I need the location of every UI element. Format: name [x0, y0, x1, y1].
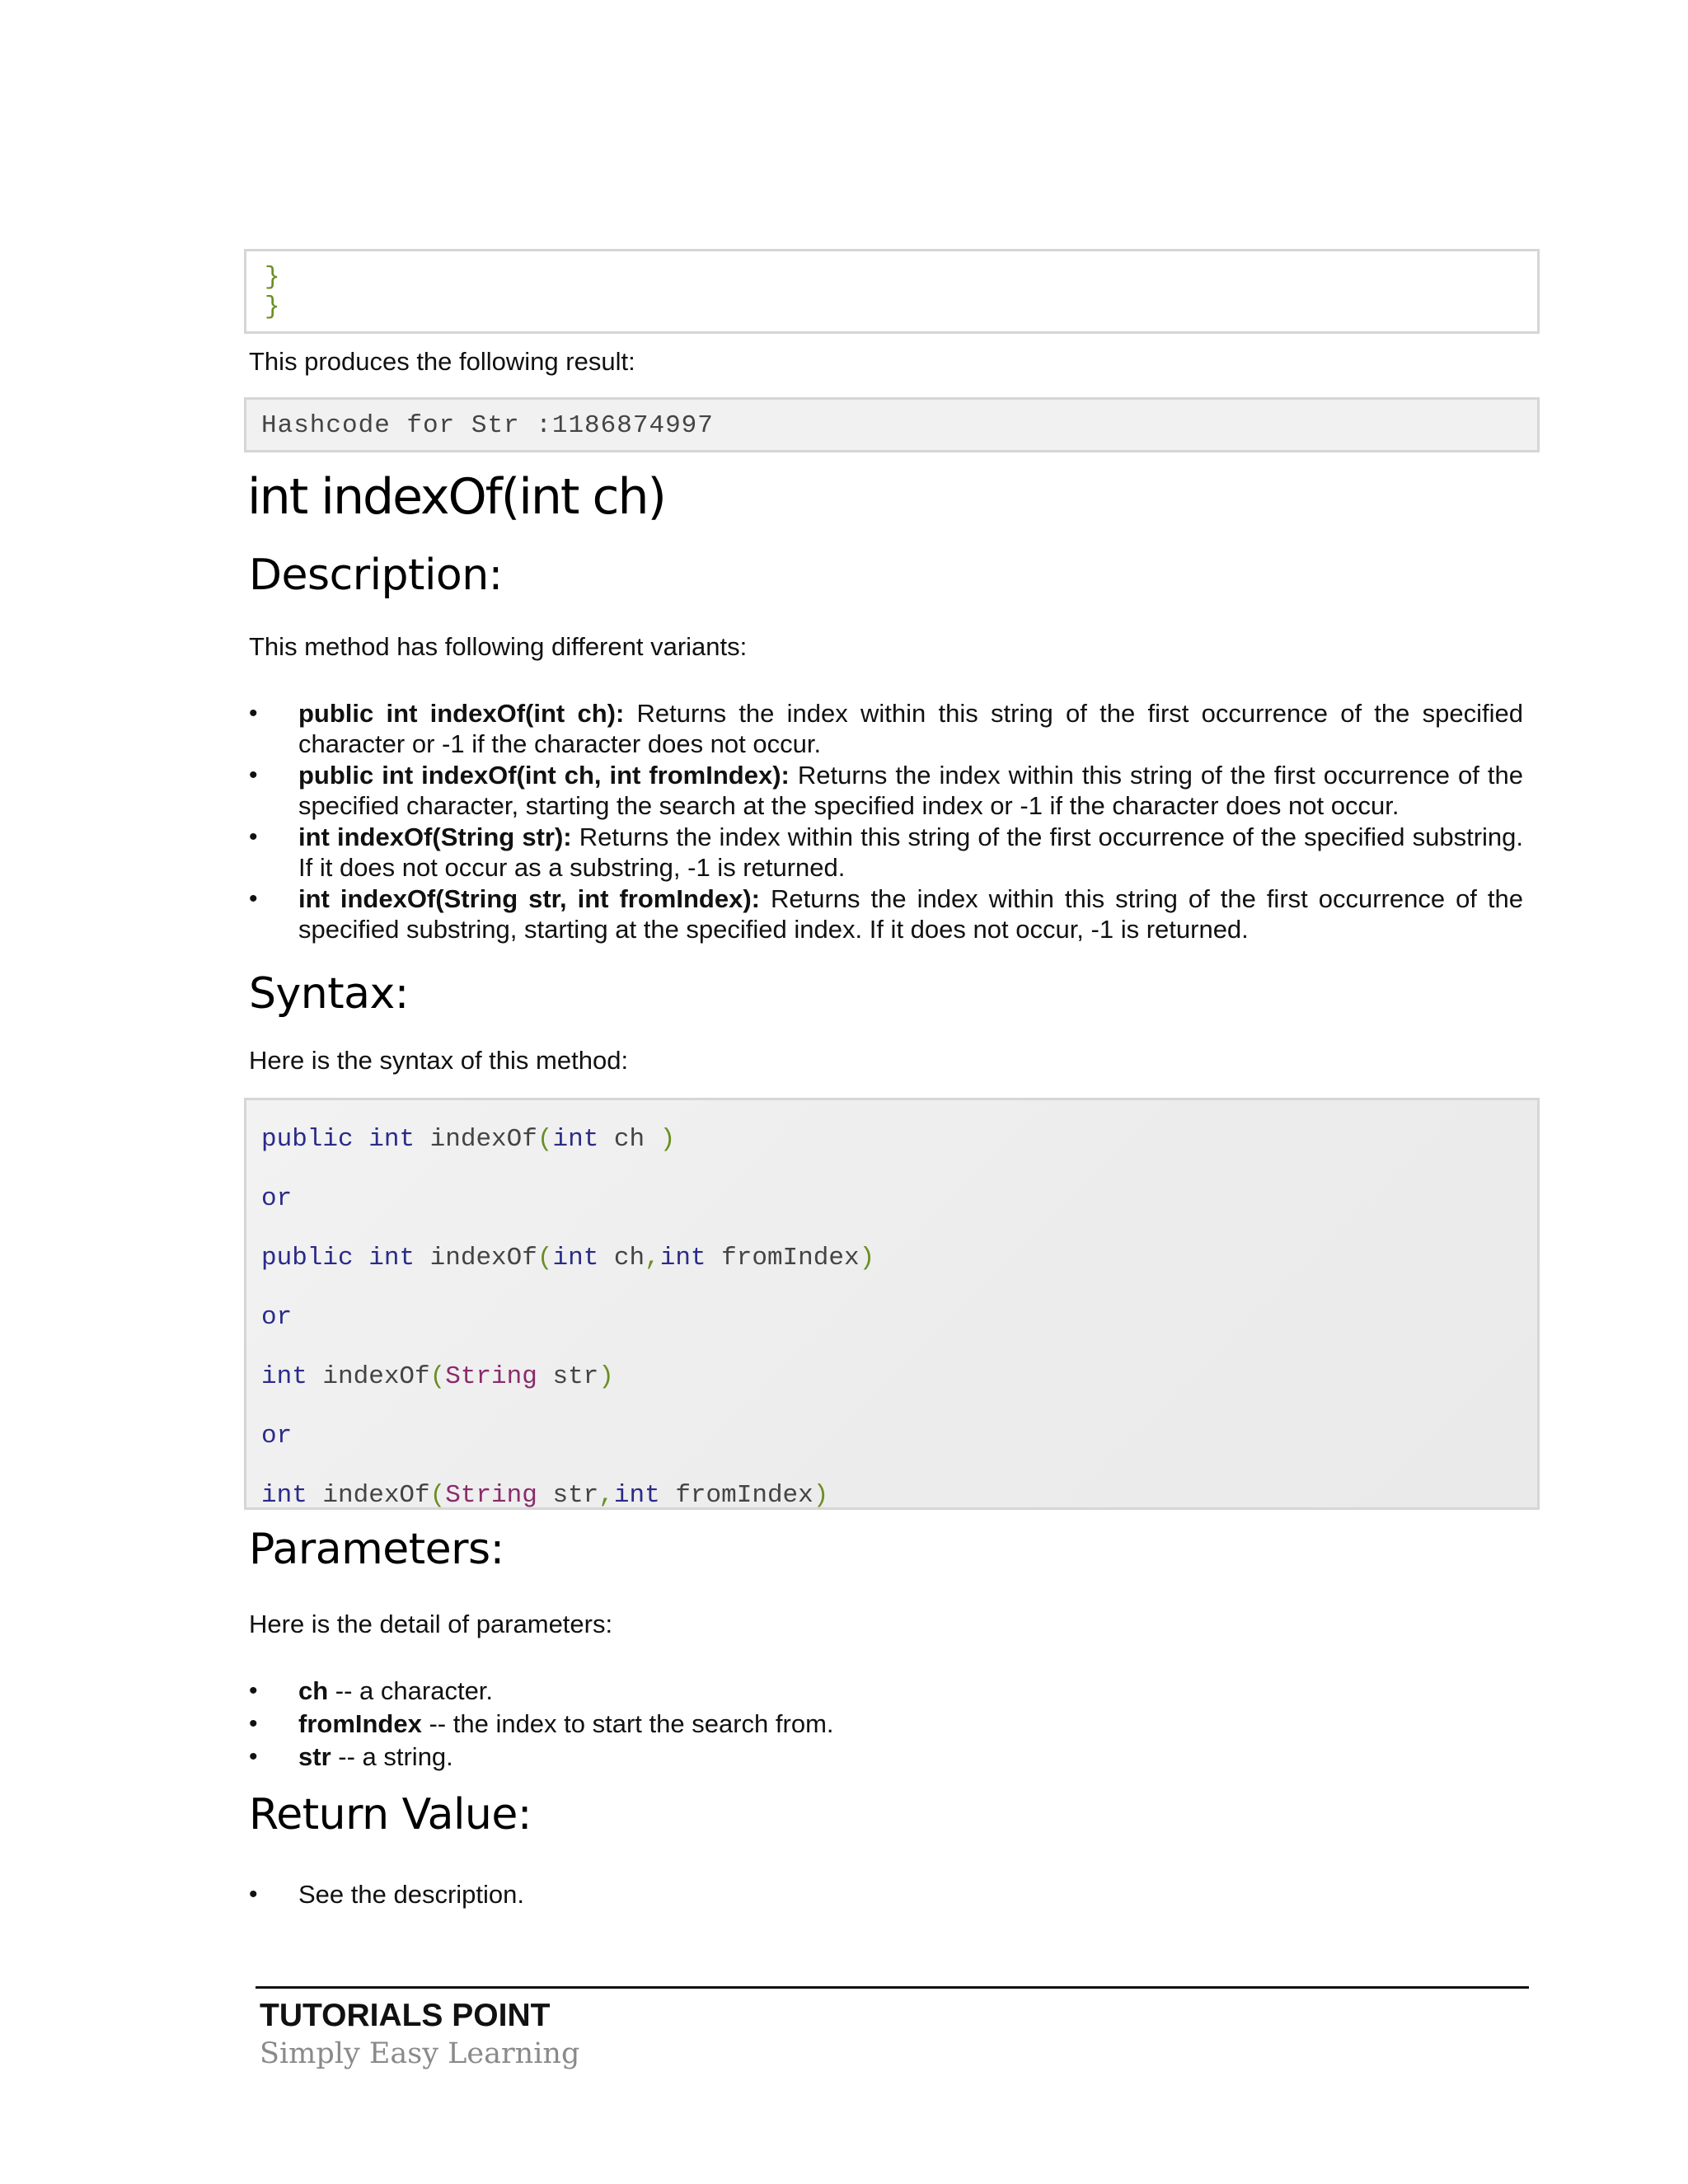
list-item — [249, 1879, 1523, 1910]
return-value-heading: Return Value: — [249, 1790, 532, 1840]
list-item — [249, 822, 1523, 883]
param-name: str — [298, 1742, 331, 1771]
code-line: public int indexOf(int ch ) — [261, 1125, 676, 1154]
param-text: -- a character. — [328, 1676, 494, 1705]
code-line: int indexOf(String str) — [261, 1362, 614, 1391]
list-item — [249, 698, 1523, 759]
return-value-list — [249, 1879, 1523, 1910]
description-intro: This method has following different variants: — [249, 632, 748, 661]
variant-text: Returns the index within this string of the first occurrence of the specified character or -1 if the character does not occur. — [298, 699, 1523, 758]
method-title: int indexOf(int ch) — [247, 468, 665, 526]
variant-signature: int indexOf(String str, int fromIndex): — [298, 884, 760, 913]
footer-brand: TUTORIALS POINT — [260, 1998, 551, 2033]
code-line: or — [261, 1422, 293, 1451]
footer-tagline: Simply Easy Learning — [260, 2037, 580, 2070]
list-item — [249, 883, 1523, 944]
variant-signature: public int indexOf(int ch): — [298, 699, 625, 728]
variant-text: Returns the index within this string of the first occurrence of the specified substring, starting at the specified index. If it does not occur, -1 is returned. — [298, 884, 1523, 944]
variant-text: Returns the index within this string of the first occurrence of the specified substring. If it does not occur as a substring, -1 is returned. — [298, 823, 1523, 882]
code-line: } — [265, 293, 280, 321]
parameters-intro: Here is the detail of parameters: — [249, 1610, 613, 1638]
code-line: or — [261, 1184, 293, 1213]
syntax-intro: Here is the syntax of this method: — [249, 1046, 629, 1075]
param-name: fromIndex — [298, 1709, 422, 1738]
description-heading: Description: — [249, 551, 503, 600]
list-item — [249, 760, 1523, 821]
result-output: Hashcode for Str :1186874997 — [261, 411, 714, 440]
code-line: public int indexOf(int ch,int fromIndex) — [261, 1244, 875, 1272]
code-line: or — [261, 1303, 293, 1332]
result-output-block — [244, 397, 1540, 452]
variant-signature: public int indexOf(int ch, int fromIndex): — [298, 761, 790, 790]
list-item — [249, 1675, 1523, 1706]
variant-signature: int indexOf(String str): — [298, 823, 572, 851]
parameters-list — [249, 1675, 1523, 1774]
syntax-heading: Syntax: — [249, 969, 409, 1019]
result-intro: This produces the following result: — [249, 347, 635, 376]
footer-divider — [256, 1986, 1529, 1989]
variant-text: Returns the index within this string of the first occurrence of the specified character, starting the search at the specified index or -1 if the character does not occur. — [298, 761, 1523, 820]
parameters-heading: Parameters: — [249, 1525, 504, 1574]
param-name: ch — [298, 1676, 329, 1705]
list-item — [249, 1708, 1523, 1739]
code-line: } — [265, 263, 280, 292]
code-line: int indexOf(String str,int fromIndex) — [261, 1481, 829, 1510]
variants-list — [249, 698, 1523, 945]
return-text: See the description. — [298, 1880, 525, 1909]
list-item — [249, 1741, 1523, 1772]
code-block-closing — [244, 249, 1540, 334]
param-text: -- a string. — [331, 1742, 453, 1771]
param-text: -- the index to start the search from. — [421, 1709, 834, 1738]
syntax-code-block — [244, 1098, 1540, 1510]
